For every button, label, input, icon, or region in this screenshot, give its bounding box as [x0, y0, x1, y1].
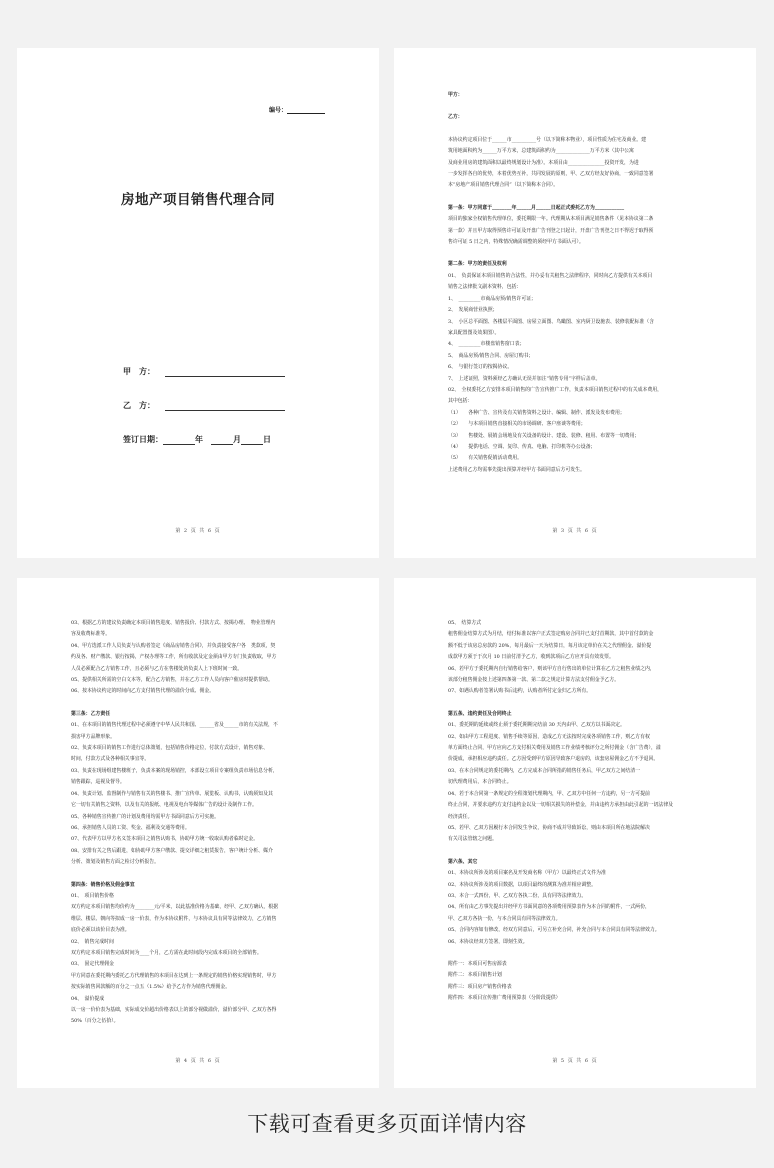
section-heading: 甲方： — [448, 92, 463, 98]
contract-text-line: 其中包括： — [448, 398, 473, 405]
contract-text-line: 06、按本协议约定的时间向乙方支付销售代理的溢价分成、佣金。 — [71, 688, 215, 695]
document-page-3 — [394, 48, 756, 558]
contract-text-line: 7、 上述证照，资料须经乙方确认无误并加注“销售专用”字样后盖章。 — [448, 375, 601, 382]
contract-text-line: 05、若甲、乙双方因履行本合同发生争议，协商不成并导致诉讼，则由本项目所在地法院解决 — [448, 824, 650, 831]
document-page-4 — [17, 578, 379, 1088]
page-footer: 第 2 页 共 6 页 — [175, 528, 221, 534]
contract-text-line: 有关司法管辖之问题。 — [448, 836, 497, 843]
contract-text-line: 租售佣金结算方式为月结，结付标准以客户正式签定购房合同并已支付首期款，其中首付款的金 — [448, 631, 654, 638]
contract-text-line: 筑用地面积约为______万平方米，总建筑面积约为______________万平方米（其中公寓 — [448, 148, 634, 155]
contract-text-line: 容及收费标准等。 — [71, 631, 111, 638]
contract-text-line: （4） 提供电话、空调、复印、传真、电脑、打印机等办公设备； — [448, 443, 596, 450]
contract-number: 编号： — [269, 105, 325, 114]
page-footer: 第 5 页 共 6 页 — [552, 1058, 598, 1064]
contract-text-line: 04、 溢价提成 — [71, 995, 105, 1002]
contract-text-line: 上述费用乙方均需事先提出预算并经甲方书面同意后方可发生。 — [448, 466, 585, 473]
contract-text-line: 底价必须以该价目表为准。 — [71, 927, 130, 934]
contract-text-line: 第一款）并且甲方取得预售许可证及开盘广告刊登之日起计，开盘广告刊登之日不得迟于取得预 — [448, 227, 654, 234]
contract-text-line: 1、 _________市商品房预/销售许可证； — [448, 295, 536, 302]
contract-text-line: 02、 销售完成时间 — [71, 938, 114, 945]
document-page-5 — [394, 578, 756, 1088]
contract-text-line: 03、负责在现场组建售楼班子，负责本案的现场销控，本部设立项目专案组负责市场信息分析， — [71, 767, 278, 774]
contract-text-line: 03、根据乙方的建议负责确定本项目销售进度、销售报价、付款方式、按揭办理、 物业管理内 — [71, 620, 276, 626]
contract-text-line: 04、负责计划、监督制作与销售有关的售楼书、推广宣传单、展览板、认购书，认购须知及其 — [71, 790, 273, 797]
contract-text-line: 附件二：本项目销售计划 — [448, 972, 502, 979]
contract-text-line: 损害甲方品牌形象。 — [71, 733, 116, 740]
contract-text-line: 02、本协议所涉及的项目数据，以项目最终的测算为准并相应调整。 — [448, 881, 597, 888]
contract-text-line: 家具配置图及效果图）。 — [448, 329, 500, 336]
contract-text-line: 价提成，承担相应违约责任。乙方因受到甲方原因导致客户退房的，该套房屋佣金乙方不予退回。 — [448, 756, 659, 763]
contract-text-line: 05、各种销售宣传推广的计划及费用均需甲方书面同意后方可实施。 — [71, 813, 220, 820]
contract-text-line: 按实际销售回款额的百分之一点五（1.5%）给予乙方作为销售代理佣金。 — [71, 984, 231, 991]
contract-text-line: 4、 _________市楼盘销售窗口表； — [448, 341, 525, 348]
contract-text-line: 05、提供相关所需的空白文本等，配合乙方销售，并在乙方工作人员向客户催房时提供帮助。 — [71, 677, 273, 684]
contract-text-line: 它一切有关销售之资料，以及有关的报纸、电视及电台等媒体广告的设计及制作工作。 — [71, 802, 257, 809]
contract-text-line: 售许可证 5 日之内，特殊情况确需调整的须经甲方书面认可）。 — [448, 239, 584, 246]
contract-text-line: 08、安排有关之售后跟进，如协助甲方客户缴款、提交详细之租赁报告，客户统计分析、媒介 — [71, 847, 273, 854]
contract-text-line: 双方约定本项目销售完成时间为____个月，乙方需在此时间段内完成本项目的全部销售。 — [71, 949, 262, 956]
contract-text-line: 05、合同内容如有修改，经双方同意后，可另立补充合同，补充合同与本合同具有同等法律效力。 — [448, 927, 660, 934]
contract-text-line: 01、 项目销售价格 — [71, 892, 114, 899]
party-b-line — [165, 403, 285, 411]
contract-text-line: 02、负责本项目的销售工作进行总体策划，包括销售价格定位，付款方式设计，销售对象、 — [71, 745, 268, 752]
page-4-body — [71, 618, 333, 1028]
contract-text-line: 一步发挥各自的优势，本着优势互补，共同发展的原则，甲、乙双方经友好协商，一致同意签署 — [448, 171, 654, 178]
contract-text-line: 04、若于本合同第一条规定的全程策划代理期内，甲、乙双方中任何一方违约，另一方可提前 — [448, 790, 650, 797]
contract-text-line: 01、 负责保证本项目销售的合法性，并办妥有关租售之法律程序，同时向乙方提供有关本项目 — [448, 272, 653, 279]
contract-text-line: 05、 结算方式 — [448, 620, 482, 626]
contract-text-line: 销售跟踪，巡视及督导。 — [71, 779, 125, 786]
contract-text-line: 07、代表甲方以甲方名义签本项目之销售认购书，协助甲方统一收取认购者临时定金。 — [71, 836, 259, 843]
section-heading: 乙方： — [448, 114, 463, 121]
contract-text-line: 项目的独家全权销售代理单位，委托期限一年。代理期从本项目满足销售条件（见本协议第二条 — [448, 216, 654, 223]
contract-text-line: 附件四：本项目宣传推广费用预算表（分阶段提供） — [448, 995, 561, 1002]
party-a-field: 甲 方： — [123, 366, 285, 377]
contract-text-line: 单方面终止合同，甲方应向乙方支付相关费用及销售工作业绩考核评分之所付佣金（含广告费），溢 — [448, 745, 661, 752]
contract-text-line: 人员必须配合乙方销售工作，且必须与乙方在售楼处的负责人上下班时间一致。 — [71, 665, 243, 672]
section-heading: 第三条：乙方责任 — [71, 710, 111, 717]
contract-text-line: 切代理费用后，本合同终止。 — [448, 779, 512, 786]
contract-text-line: 5、 商品房预/销售合同、房屋订购书； — [448, 352, 534, 359]
section-heading: 第六条、其它 — [448, 858, 478, 865]
contract-text-line: 50%（百分之伍拾）。 — [71, 1018, 119, 1025]
section-heading: 第二条：甲方的责任及权利 — [448, 261, 507, 268]
contract-text-line: 03、本合一式四份，甲、乙双方各执二份，具有同等法律效力。 — [448, 892, 587, 899]
document-page-cover — [17, 48, 379, 558]
contract-text-line: 03、在本合同规定的委托期内，乙方完成本合同所指的销售任务后，甲乙双方之间结清一 — [448, 767, 641, 774]
contract-number-blank — [287, 108, 325, 114]
contract-text-line: 06、承担销售人员的工资、奖金、福利及交通等费用。 — [71, 824, 190, 831]
contract-text-line: 双方约定本项目销售均价约为________元/平米，以此基准价格为基础，经甲、乙双方确认，根据 — [71, 904, 279, 911]
page-3-body — [448, 90, 710, 476]
contract-text-line: 甲方同意在委托期内委托乙方代理销售的本项目在达到上一条规定的销售价格实现销售时，甲方 — [71, 972, 277, 979]
contract-text-line: 维层、楼层、朝向等拟成一房一价表，作为本协议附件，与本协议具有同等法律效力，乙方销售 — [71, 915, 277, 922]
contract-text-line: 06、本协议经双方签署，即刻生效。 — [448, 938, 528, 945]
signing-date: 签订日期： 年 月 日 — [123, 434, 271, 444]
contract-text-line: 06、若甲方于委托期内自行销售给客户，则该甲方自行售出的单位计算在乙方之租售业绩之内， — [448, 665, 655, 672]
contract-text-line: 该部分租售佣金按上述第四条第一款、第二款之规定计算方法支付佣金予乙方。 — [448, 677, 620, 684]
contract-text-line: 01、委托期的延续或终止须于委托期期完结前 30 天内由甲、乙双方以书面决定。 — [448, 722, 625, 729]
contract-text-line: 附件一：本项目可售房源表 — [448, 960, 507, 967]
contract-text-line: 本“房地产项目销售代理合同”（以下简称本合同）。 — [448, 182, 559, 189]
contract-text-line: 6、 与银行签订的按揭协议。 — [448, 364, 513, 371]
page-footer: 第 3 页 共 6 页 — [552, 528, 598, 534]
contract-text-line: 01、在本项目的销售代理过程中必须遵守中华人民共和国、______省及______市的有关法规，不 — [71, 722, 278, 729]
section-heading: 第五条、违约责任及合同终止 — [448, 710, 512, 717]
contract-text-line: 本协议约定项目位于______市__________号（以下简称本物业），项目性质为住宅及商业。建 — [448, 136, 647, 143]
page-5-body — [448, 618, 710, 1005]
section-heading: 第一条：甲方同意于________年______月______日起正式委托乙方为____________ — [448, 204, 625, 211]
contract-text-line: 时间，付款方式及各种相关事宜等。 — [71, 756, 150, 763]
contract-text-line: 约及各、财产缴款、银行按揭，产权办理等工作，所有收款及定金须由甲方专门负责收取，甲方 — [71, 654, 277, 661]
contract-text-line: （1） 各种广告、宣传及有关销售资料之设计、编辑、制作、派发及发布费用； — [448, 409, 625, 416]
contract-text-line: 02、如由甲方工程进度、销售手续等原因，造成乙方无法按时完成各项销售工作，则乙方有权 — [448, 733, 650, 740]
contract-title: 房地产项目销售代理合同 — [121, 192, 275, 208]
contract-text-line: 甲、乙双方各执一份，与本合同具有同等法律效力。 — [448, 915, 561, 922]
contract-text-line: 2、 发展商营业执照； — [448, 307, 498, 314]
party-b-field: 乙 方： — [123, 400, 285, 411]
contract-text-line: 分析、策划及销售方面之检讨分析报告。 — [71, 859, 160, 866]
contract-text-line: 及商业用房的建筑面积以最终规划设计为准）。本项目由_______________投资开发，为进 — [448, 159, 639, 166]
contract-text-line: 04、所有由乙方事先提出并经甲方书面同意的各项费用预算表作为本合同的附件，一式两份， — [448, 904, 650, 911]
contract-text-line: 3、 小区总平面图、各楼层平面图、房屋立面图、鸟瞰图、室内厨卫设施表、装修装配标准（含 — [448, 318, 655, 325]
section-heading: 第四条：销售价格及佣金事宜 — [71, 881, 135, 888]
download-more-banner[interactable]: 下载可查看更多页面详情内容 — [247, 1112, 527, 1136]
contract-text-line: （5） 有关销售促销活动费用。 — [448, 455, 523, 462]
contract-text-line: 额不低于该房总房款的 20%，每月最后一天为结算日，每月该定单价在关之代理佣金、溢价提 — [448, 642, 652, 649]
contract-text-line: （2） 与本项目销售直接相关的市场调研、客户座谈等费用； — [448, 421, 586, 428]
contract-text-line: 01、本协议所涉及的项目案名及开发商名称（甲方）以最终正式文件为准 — [448, 870, 606, 877]
contract-text-line: 终止合同，并要求违约方支付违约金以及一切相关损失的补偿金，并由违约方承担由此引起的一切法律及 — [448, 802, 673, 809]
contract-text-line: （3） 售楼处、展销会场地及有关设备的设计、建设、装修、租用、布置等一切费用； — [448, 432, 640, 439]
contract-text-line: 经济责任。 — [448, 813, 473, 820]
contract-text-line: 成款甲方须于于次月 10 日前付清予乙方，收到款项后乙方应开具有效发票。 — [448, 654, 614, 661]
contract-text-line: 04、甲方选派工作人员负责与认购者签定《商品房销售合同》，并负责接受客户各 类款项，契 — [71, 642, 276, 649]
contract-text-line: 07、如遇认购者签署认购书后违约，认购者所付定金归乙方所有。 — [448, 688, 592, 695]
contract-text-line: 03、 固定代理佣金 — [71, 961, 114, 968]
contract-text-line: 以一房一价价表为基础，实际成交价超出价格表以上的部分视做溢价，溢价部分甲、乙双方各得 — [71, 1007, 277, 1013]
party-a-line — [165, 369, 285, 377]
page-footer: 第 4 页 共 6 页 — [175, 1058, 221, 1064]
contract-text-line: 销售之法律批文副本资料，包括： — [448, 284, 522, 291]
contract-text-line: 02、 全权委托乙方安排本项目销售的广告宣传推广工作，负责本项目销售过程中的有关成本费用， — [448, 386, 663, 393]
contract-text-line: 附件三：项目房产销售价格表 — [448, 983, 512, 990]
